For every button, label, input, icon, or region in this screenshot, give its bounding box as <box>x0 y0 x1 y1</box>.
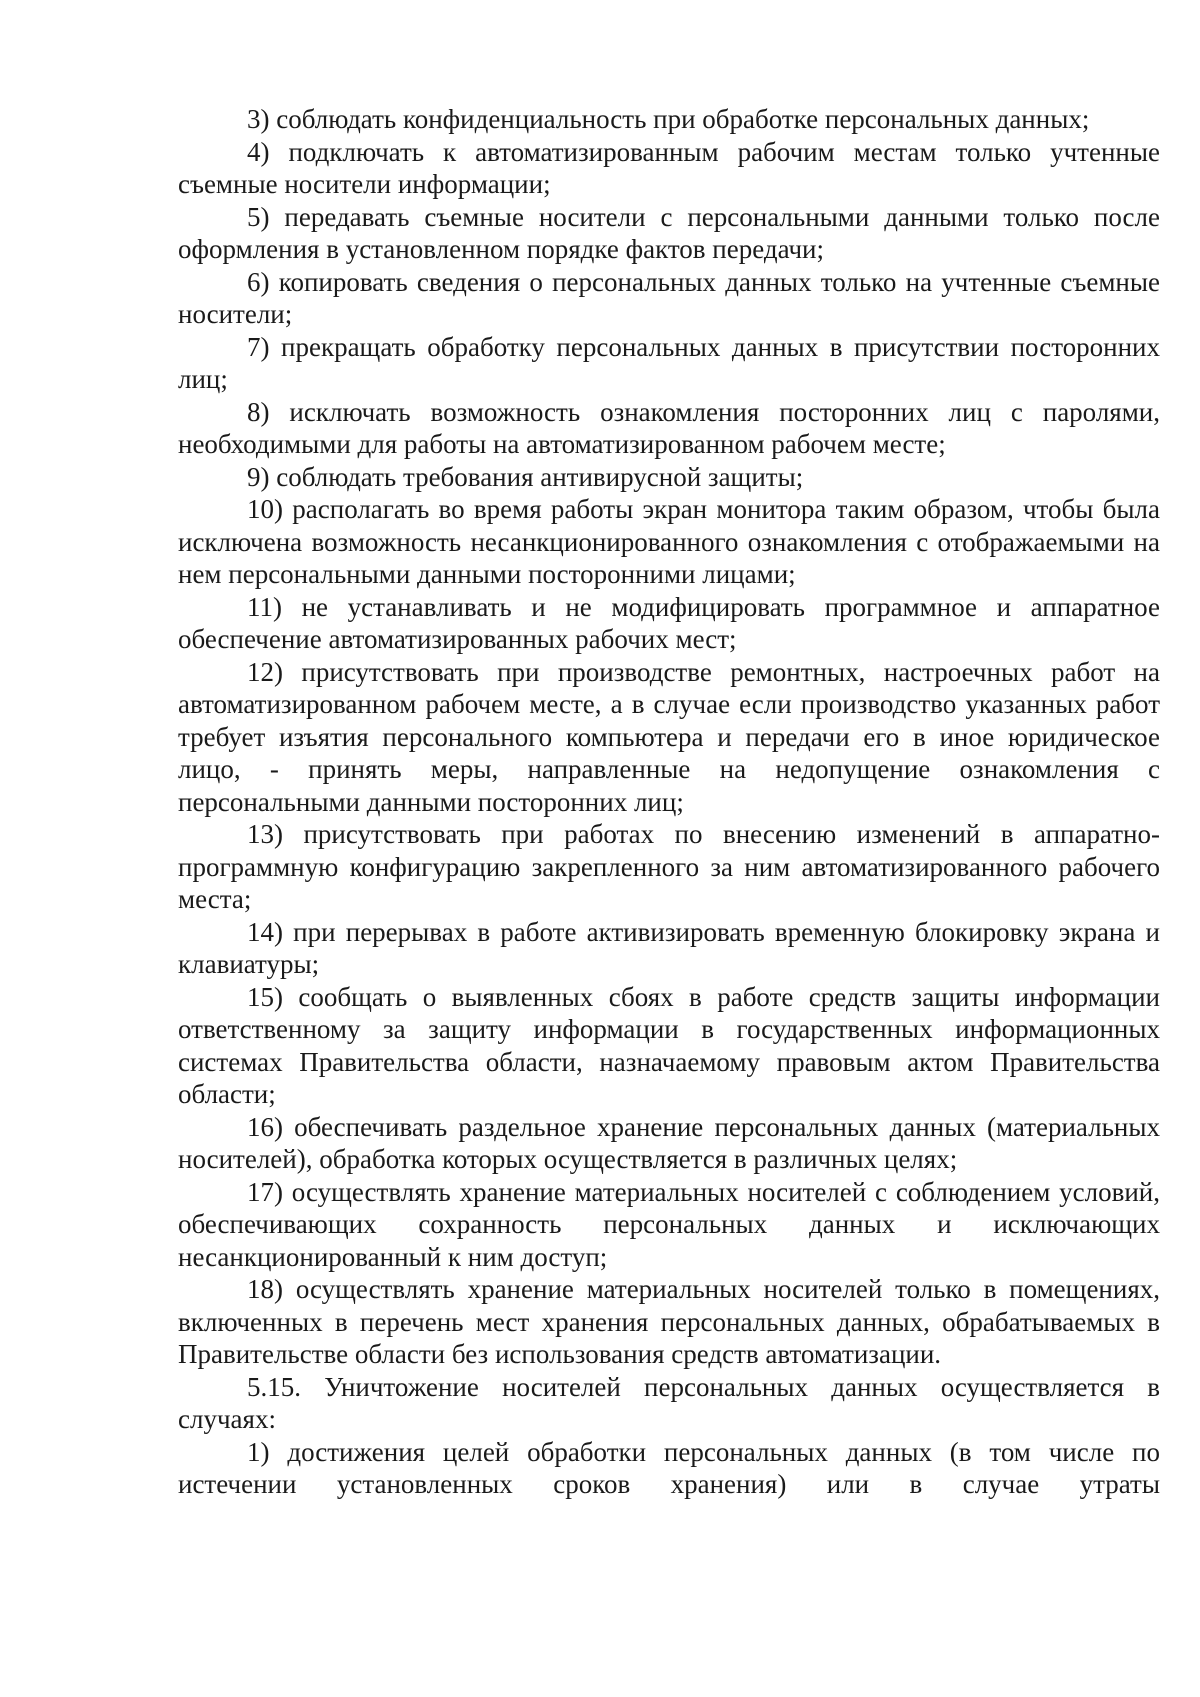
paragraph-item-7: 7) прекращать обработку персональных данных в присутствии посторонних лиц; <box>178 331 1160 394</box>
paragraph-item-15: 15) сообщать о выявленных сбоях в работе средств защиты информации ответственному за защиту информации в государственных информационных системах Правительства области, назначаемому правовым актом Правительства области; <box>178 981 1160 1109</box>
paragraph-item-18: 18) осуществлять хранение материальных носителей только в помещениях, включенных в перечень мест хранения персональных данных, обрабатываемых в Правительстве области без использования средств автоматизации. <box>178 1274 1160 1369</box>
section-5-15-paragraph: 5.15. Уничтожение носителей персональных данных осуществляется в случаях: <box>178 1371 1160 1434</box>
paragraph-item-4: 4) подключать к автоматизированным рабочим местам только учтенные съемные носители информации; <box>178 136 1160 199</box>
paragraph-item-12: 12) присутствовать при производстве ремонтных, настроечных работ на автоматизированном рабочем месте, а в случае если производство указанных работ требует изъятия персонального компьютера и передачи его в иное юридическое лицо, - принять меры, направленные на недопущение ознакомления с персональными данными посторонних лиц; <box>178 656 1160 817</box>
paragraph-item-10: 10) располагать во время работы экран монитора таким образом, чтобы была исключена возможность несанкционированного ознакомления с отображаемыми на нем персональными данными посторонними лицами; <box>178 494 1160 589</box>
paragraph-item-9: 9) соблюдать требования антивирусной защиты; <box>247 461 804 492</box>
paragraph-item-8: 8) исключать возможность ознакомления посторонних лиц с паролями, необходимыми для работы на автоматизированном рабочем месте; <box>178 396 1160 459</box>
paragraph-item-14: 14) при перерывах в работе активизировать временную блокировку экрана и клавиатуры; <box>178 916 1160 979</box>
document-page <box>178 103 1160 1501</box>
paragraph-item-5: 5) передавать съемные носители с персональными данными только после оформления в установленном порядке фактов передачи; <box>178 201 1160 264</box>
paragraph-item-17: 17) осуществлять хранение материальных носителей с соблюдением условий, обеспечивающих сохранность персональных данных и исключающих несанкционированный к ним доступ; <box>178 1176 1160 1272</box>
section-5-15-item-1: 1) достижения целей обработки персональных данных (в том числе по истечении установленных сроков хранения) или в случае утраты <box>178 1436 1160 1499</box>
paragraph-item-16: 16) обеспечивать раздельное хранение персональных данных (материальных носителей), обработка которых осуществляется в различных целях; <box>178 1111 1160 1174</box>
paragraph-item-3: 3) соблюдать конфиденциальность при обработке персональных данных; <box>247 104 1090 134</box>
paragraph-item-6: 6) копировать сведения о персональных данных только на учтенные съемные носители; <box>178 266 1160 329</box>
paragraph-item-13: 13) присутствовать при работах по внесению изменений в аппаратно-программную конфигурацию закрепленного за ним автоматизированного рабочего места; <box>178 819 1160 914</box>
paragraph-item-11: 11) не устанавливать и не модифицировать программное и аппаратное обеспечение автоматизированных рабочих мест; <box>178 591 1160 654</box>
